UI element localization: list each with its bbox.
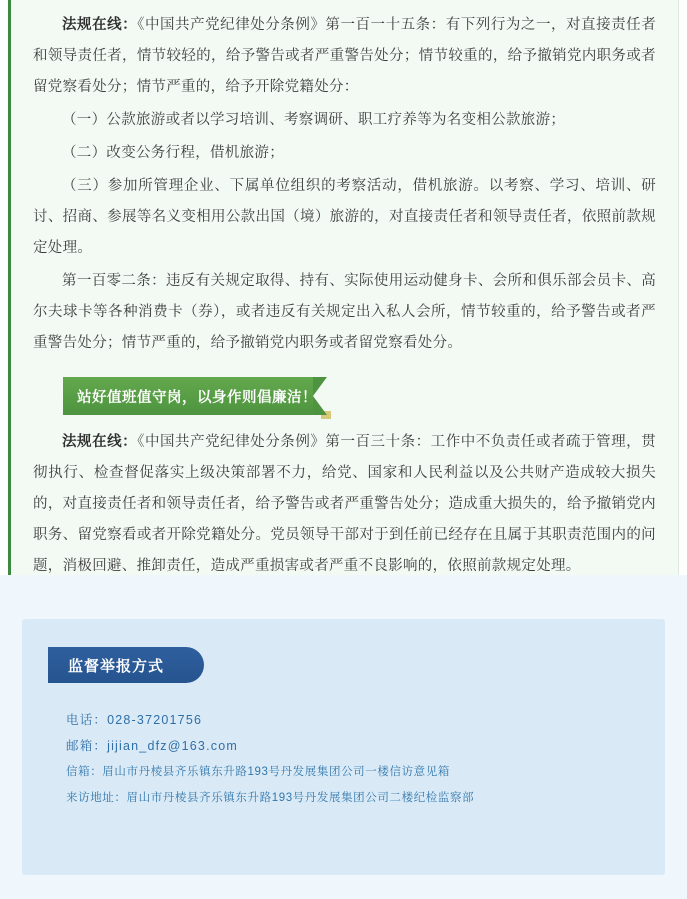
- banner-body: [63, 377, 317, 415]
- contact-list: [66, 707, 641, 811]
- contact-phone: 电话：028-37201756: [66, 713, 203, 727]
- contact-mailbox: 信箱：眉山市丹棱县齐乐镇东升路193号丹发展集团公司一楼信访意见箱: [66, 766, 450, 778]
- regulation-lead-label: 法规在线：: [62, 17, 138, 33]
- regulation-paragraph-text: （二）改变公务行程，借机旅游；: [62, 145, 284, 161]
- regulation-paragraph-text: 《中国共产党纪律处分条例》第一百一十五条：有下列行为之一，对直接责任者和领导责任者，情节较轻的，给予警告或者严重警告处分；情节较重的，给予撤销党内职务或者留党察看处分；情节严重的，给予开除党籍处分：: [33, 17, 656, 95]
- contact-section: [0, 575, 687, 899]
- regulation-lead-label: 法规在线：: [62, 434, 138, 450]
- regulation-paragraph: [33, 138, 656, 169]
- regulation-paragraph-text: （三）参加所管理企业、下属单位组织的考察活动，借机旅游。以考察、学习、培训、研讨、招商、参展等名义变相用公款出国（境）旅游的，对直接责任者和领导责任者，依照前款规定处理。: [33, 178, 656, 256]
- regulation-paragraph: [33, 427, 656, 582]
- regulation-paragraph-text: 第一百零二条：违反有关规定取得、持有、实际使用运动健身卡、会所和俱乐部会员卡、高尔夫球卡等各种消费卡（券），或者违反有关规定出入私人会所，情节较重的，给予警告或者严重警告处分；情节严重的，给予撤销党内职务或者留党察看处分。: [33, 273, 656, 351]
- contact-card: [22, 619, 665, 875]
- regulation-paragraph: [33, 171, 656, 264]
- regulation-paragraph-text: （一）公款旅游或者以学习培训、考察调研、职工疗养等为名变相公款旅游；: [62, 112, 566, 128]
- banner-text: 站好值班值守岗，以身作则倡廉洁！: [77, 389, 317, 406]
- slogan-banner: [63, 377, 335, 415]
- regulation-section: [8, 0, 679, 607]
- regulation-paragraph: [33, 10, 656, 103]
- contact-title-text: 监督举报方式: [68, 657, 165, 675]
- regulation-paragraph: [33, 266, 656, 359]
- contact-title-badge: [48, 647, 204, 683]
- contact-address: 来访地址：眉山市丹棱县齐乐镇东升路193号丹发展集团公司二楼纪检监察部: [66, 792, 475, 804]
- regulation-paragraph: [33, 105, 656, 136]
- contact-email: 邮箱：jijian_dfz@163.com: [66, 739, 238, 753]
- regulation-paragraph-text: 《中国共产党纪律处分条例》第一百三十条：工作中不负责任或者疏于管理，贯彻执行、检查督促落实上级决策部署不力，给党、国家和人民利益以及公共财产造成较大损失的，对直接责任者和领导责任者，给予警告或者严重警告处分；造成重大损失的，给予撤销党内职务、留党察看或者开除党籍处分。党员领导干部对于到任前已经存在且属于其职责范围内的问题，消极回避、推卸责任，造成严重损害或者严重不良影响的，依照前款规定处理。: [33, 434, 656, 574]
